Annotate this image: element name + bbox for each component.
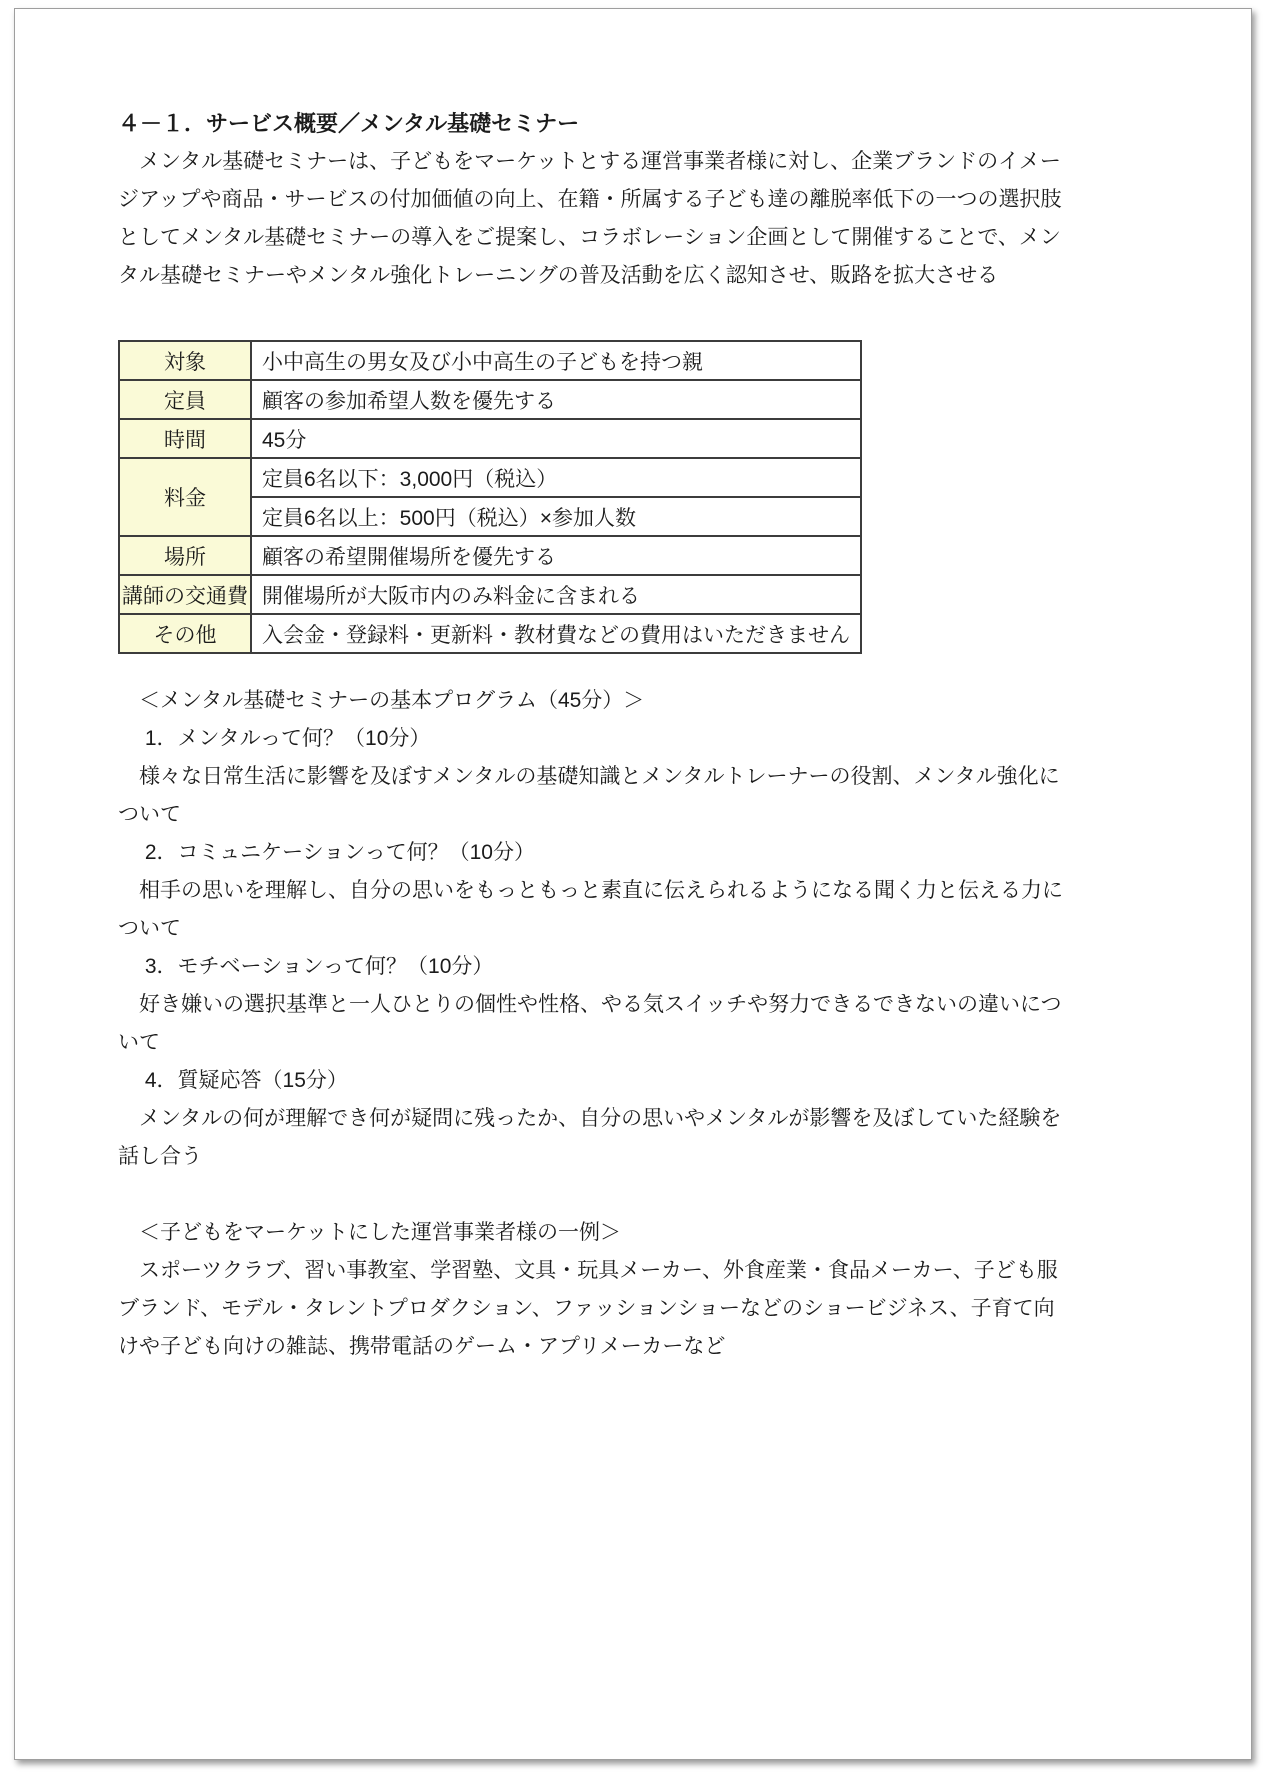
row-value: 顧客の希望開催場所を優先する: [251, 536, 861, 575]
text-line: メンタルの何が理解でき何が疑問に残ったか、自分の思いやメンタルが影響を及ぼしていた経験を: [118, 1107, 1062, 1130]
row-label: 時間: [119, 419, 251, 458]
row-value: 定員6名以上：500円（税込）×参加人数: [251, 497, 861, 536]
section-heading: ４－１．サービス概要／メンタル基礎セミナー: [118, 111, 580, 136]
row-value: 顧客の参加希望人数を優先する: [251, 380, 861, 419]
text-line: ブランド、モデル・タレントプロダクション、ファッションショーなどのショービジネス、子育て向: [118, 1297, 1055, 1320]
text-line: ジアップや商品・サービスの付加価値の向上、在籍・所属する子ども達の離脱率低下の一つの選択肢: [118, 188, 1062, 211]
document-page: [14, 8, 1252, 1760]
row-label: 料金: [119, 458, 251, 536]
row-value: 小中高生の男女及び小中高生の子どもを持つ親: [251, 341, 861, 380]
program-heading: ＜メンタル基礎セミナーの基本プログラム（45分）＞: [118, 689, 645, 712]
table-row-capacity: [119, 380, 861, 419]
row-label: 場所: [119, 536, 251, 575]
program-section: [118, 682, 1178, 1176]
text-line: 話し合う: [118, 1145, 202, 1168]
table-row-time: [119, 419, 861, 458]
examples-heading: ＜子どもをマーケットにした運営事業者様の一例＞: [118, 1221, 621, 1244]
table-row-fee-1: [119, 458, 861, 497]
row-value: 45分: [251, 419, 861, 458]
row-value: 開催場所が大阪市内のみ料金に含まれる: [251, 575, 861, 614]
text-line: 3．モチベーションって何？（10分）: [118, 955, 494, 978]
row-label: 定員: [119, 380, 251, 419]
spacer: [118, 295, 1178, 333]
text-line: 4．質疑応答（15分）: [118, 1069, 348, 1092]
text-line: 好き嫌いの選択基準と一人ひとりの個性や性格、やる気スイッチや努力できるできないの違いにつ: [118, 993, 1062, 1016]
text-line: けや子ども向けの雑誌、携帯電話のゲーム・アプリメーカーなど: [118, 1335, 726, 1358]
text-line: 1．メンタルって何？（10分）: [118, 727, 431, 750]
text-line: メンタル基礎セミナーは、子どもをマーケットとする運営事業者様に対し、企業ブランドのイメー: [118, 150, 1061, 173]
text-line: ついて: [118, 917, 181, 940]
table-row-target: [119, 341, 861, 380]
row-label: 講師の交通費: [119, 575, 251, 614]
spacer: [118, 1176, 1178, 1214]
text-line: タル基礎セミナーやメンタル強化トレーニングの普及活動を広く認知させ、販路を拡大させる: [118, 264, 999, 287]
row-value: 入会金・登録料・更新料・教材費などの費用はいただきません: [251, 614, 861, 653]
table-row-transport: [119, 575, 861, 614]
text-line: 相手の思いを理解し、自分の思いをもっともっと素直に伝えられるようになる聞く力と伝える力に: [118, 879, 1063, 902]
intro-paragraph: [118, 143, 1178, 295]
text-line: 2．コミュニケーションって何？（10分）: [118, 841, 535, 864]
service-overview-table: [118, 340, 862, 654]
text-line: いて: [118, 1031, 160, 1054]
row-label: 対象: [119, 341, 251, 380]
row-value: 定員6名以下：3,000円（税込）: [251, 458, 861, 497]
table-row-other: [119, 614, 861, 653]
examples-section: [118, 1214, 1178, 1366]
table-row-place: [119, 536, 861, 575]
text-line: スポーツクラブ、習い事教室、学習塾、文具・玩具メーカー、外食産業・食品メーカー、子ども服: [118, 1259, 1058, 1282]
text-line: ついて: [118, 803, 181, 826]
row-label: その他: [119, 614, 251, 653]
text-line: 様々な日常生活に影響を及ぼすメンタルの基礎知識とメンタルトレーナーの役割、メンタル強化に: [118, 765, 1060, 788]
text-line: としてメンタル基礎セミナーの導入をご提案し、コラボレーション企画として開催することで、メン: [118, 226, 1061, 249]
document-content: [118, 105, 1178, 1366]
